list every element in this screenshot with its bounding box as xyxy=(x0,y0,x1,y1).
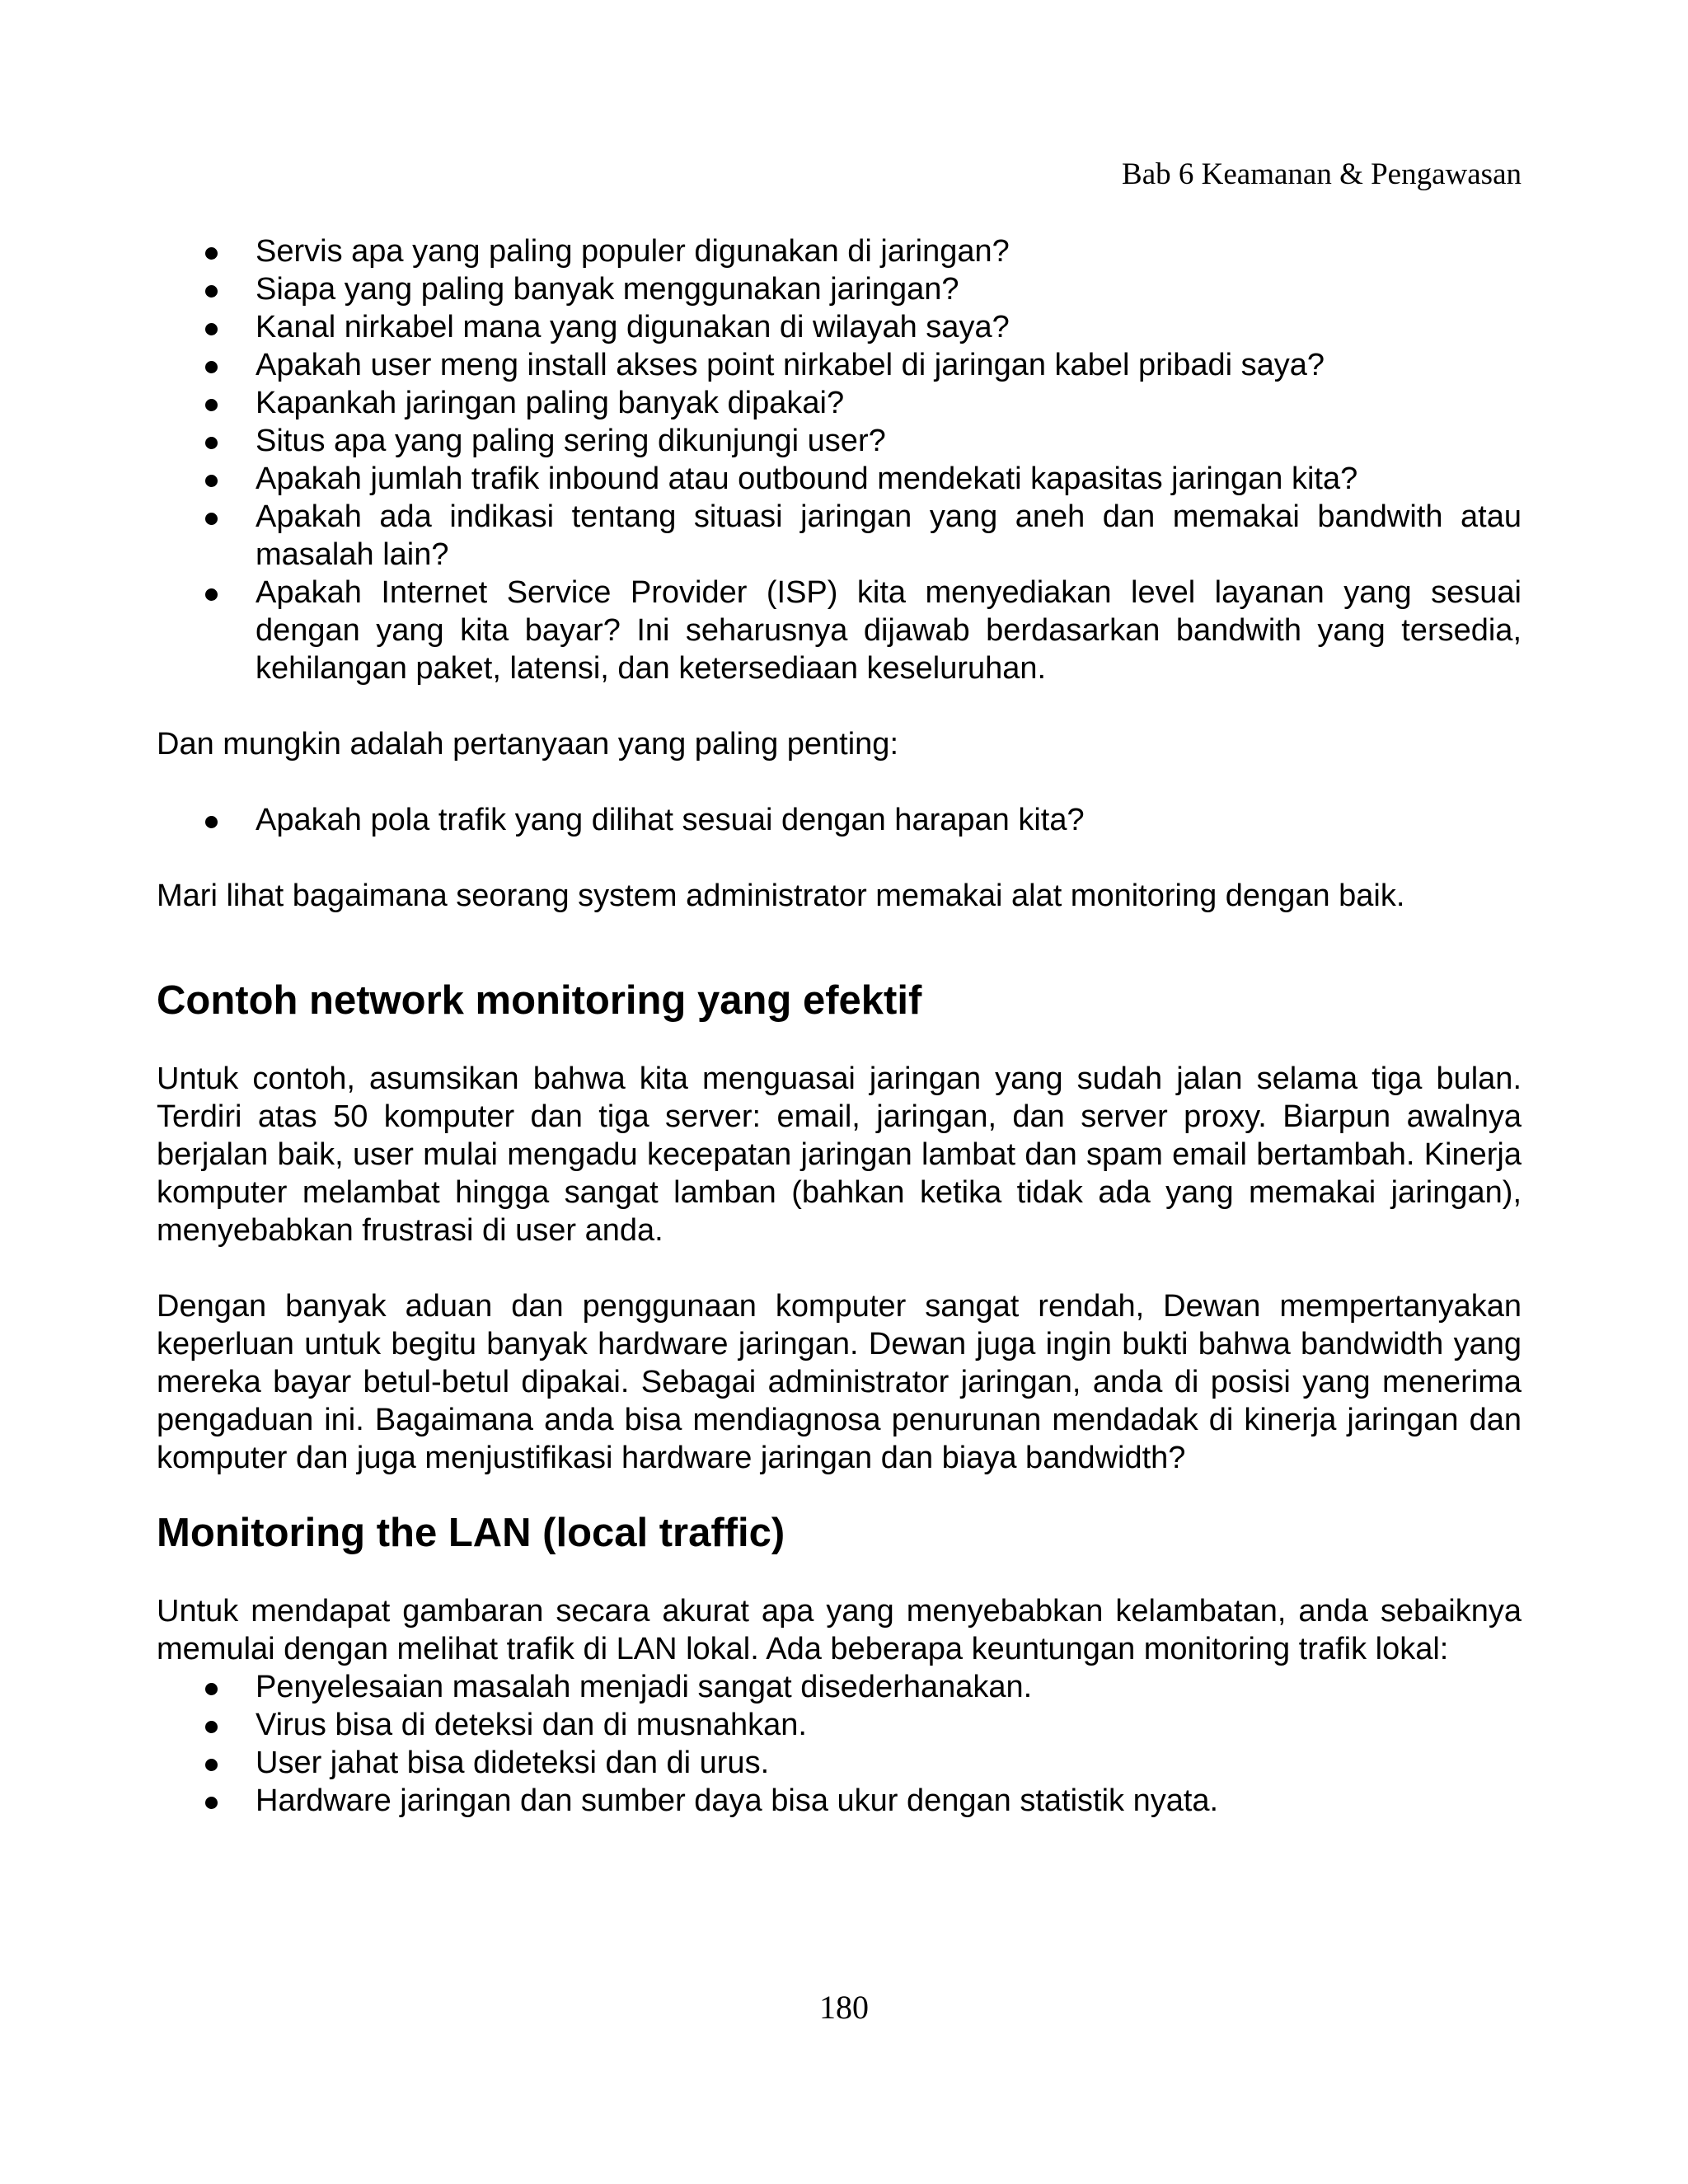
bullet-icon xyxy=(205,513,218,525)
intro-question: Dan mungkin adalah pertanyaan yang paling penting: xyxy=(157,727,898,762)
list-item-text: Situs apa yang paling sering dikunjungi user? xyxy=(256,424,886,458)
page-number: 180 xyxy=(819,1989,869,2026)
list-item-text: User jahat bisa dideteksi dan di urus. xyxy=(256,1746,770,1780)
bullet-icon xyxy=(205,1759,218,1771)
question-list xyxy=(157,232,1522,687)
bullet-icon xyxy=(205,247,218,260)
bullet-icon xyxy=(205,1721,218,1733)
bullet-icon xyxy=(205,437,218,449)
bullet-icon xyxy=(205,588,218,601)
list-item-text: Apakah ada indikasi tentang situasi jaringan yang aneh dan memakai bandwith atau masalah lain? xyxy=(256,499,1522,572)
list-item-text: Servis apa yang paling populer digunakan di jaringan? xyxy=(256,234,1010,269)
list-item xyxy=(256,460,1522,498)
transition-paragraph: Mari lihat bagaimana seorang system administrator memakai alat monitoring dengan baik. xyxy=(157,879,1405,913)
running-header: Bab 6 Keamanan & Pengawasan xyxy=(1122,157,1522,191)
list-item xyxy=(256,1744,1522,1782)
list-item-text: Hardware jaringan dan sumber daya bisa ukur dengan statistik nyata. xyxy=(256,1783,1219,1818)
list-item xyxy=(256,308,1522,346)
bullet-icon xyxy=(205,1683,218,1695)
bullet-icon xyxy=(205,1797,218,1809)
benefit-list xyxy=(157,1668,1522,1820)
list-item-text: Siapa yang paling banyak menggunakan jaringan? xyxy=(256,272,959,307)
list-item-text: Kanal nirkabel mana yang digunakan di wilayah saya? xyxy=(256,310,1010,344)
list-item-text: Apakah jumlah trafik inbound atau outbound mendekati kapasitas jaringan kita? xyxy=(256,462,1358,496)
list-item-text: Apakah user meng install akses point nirkabel di jaringan kabel pribadi saya? xyxy=(256,348,1325,382)
list-item xyxy=(256,574,1522,687)
list-item xyxy=(256,422,1522,460)
body-paragraph: Dengan banyak aduan dan penggunaan komputer sangat rendah, Dewan mempertanyakan keperluan untuk begitu banyak hardware jaringan. Dewan juga ingin bukti bahwa bandwidth yang mereka bayar betul-betul dipakai. Sebagai administrator jaringan, anda di posisi yang menerima pengaduan ini. Bagaimana anda bisa mendiagnosa penurunan mendadak di kinerja jaringan dan komputer dan juga menjustifikasi hardware jaringan dan biaya bandwidth? xyxy=(157,1289,1522,1475)
list-item xyxy=(256,801,1522,839)
list-item xyxy=(256,1668,1522,1706)
bullet-icon xyxy=(205,285,218,298)
bullet-icon xyxy=(205,361,218,373)
body-paragraph: Untuk mendapat gambaran secara akurat apa yang menyebabkan kelambatan, anda sebaiknya memulai dengan melihat trafik di LAN lokal. Ada beberapa keuntungan monitoring trafik lokal: xyxy=(157,1594,1522,1666)
bullet-icon xyxy=(205,323,218,335)
page-content xyxy=(157,232,1522,1820)
list-item xyxy=(256,1782,1522,1820)
key-question-list xyxy=(157,801,1522,839)
list-item-text: Apakah Internet Service Provider (ISP) kita menyediakan level layanan yang sesuai dengan yang kita bayar? Ini seharusnya dijawab berdasarkan bandwith yang tersedia, kehilangan paket, latensi, dan ketersediaan keseluruhan. xyxy=(256,575,1522,686)
bullet-icon xyxy=(205,399,218,411)
list-item xyxy=(256,1706,1522,1744)
list-item-text: Penyelesaian masalah menjadi sangat disederhanakan. xyxy=(256,1670,1033,1704)
bullet-icon xyxy=(205,816,218,828)
section-heading: Contoh network monitoring yang efektif xyxy=(157,978,922,1023)
list-item xyxy=(256,232,1522,270)
list-item xyxy=(256,270,1522,308)
list-item-text: Apakah pola trafik yang dilihat sesuai dengan harapan kita? xyxy=(256,803,1085,837)
section-heading: Monitoring the LAN (local traffic) xyxy=(157,1511,785,1555)
list-item xyxy=(256,498,1522,574)
list-item xyxy=(256,384,1522,422)
bullet-icon xyxy=(205,475,218,487)
list-item-text: Virus bisa di deteksi dan di musnahkan. xyxy=(256,1708,807,1742)
body-paragraph: Untuk contoh, asumsikan bahwa kita menguasai jaringan yang sudah jalan selama tiga bulan. Terdiri atas 50 komputer dan tiga server: email, jaringan, dan server proxy. Biarpun awalnya berjalan baik, user mulai mengadu kecepatan jaringan lambat dan spam email bertambah. Kinerja komputer melambat hingga sangat lamban (bahkan ketika tidak ada yang memakai jaringan), menyebabkan frustrasi di user anda. xyxy=(157,1062,1522,1248)
list-item-text: Kapankah jaringan paling banyak dipakai? xyxy=(256,386,845,420)
list-item xyxy=(256,346,1522,384)
